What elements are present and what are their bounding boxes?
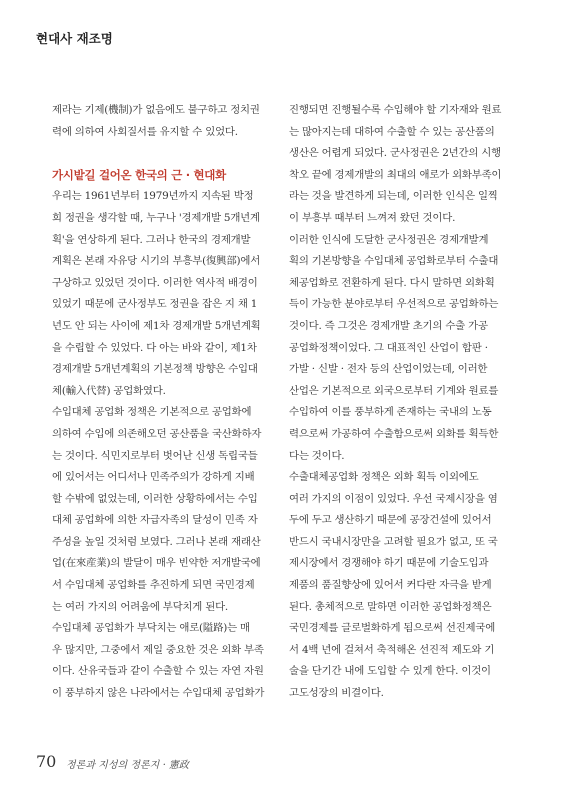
text-line: 체공업화로 전환하게 된다. 다시 말하면 외화획 [289, 276, 495, 289]
text-line: 된다. 총체적으로 말하면 이러한 공업화정책은 [289, 600, 492, 613]
text-line: 년도 안 되는 사이에 제1차 경제개발 5개년계획 [52, 319, 261, 332]
text-line: 을 수립할 수 있었다. 다 아는 바와 같이, 제1차 [52, 341, 257, 354]
text-line: 여러 가지의 이점이 있었다. 우선 국제시장을 염 [289, 492, 498, 505]
text-line: 이 부흥부 때부터 느껴져 왔던 것이다. [289, 211, 456, 224]
page-number: 70 [36, 752, 57, 771]
text-line: 서 4백 년에 걸쳐서 축적해온 선진적 제도와 기 [289, 643, 495, 656]
text-line: 대체 공업화에 의한 자급자족의 달성이 민족 자 [52, 514, 258, 527]
text-line: 획'을 연상하게 된다. 그러나 한국의 경제개발 [52, 233, 251, 246]
text-line: 진행되면 진행될수록 수입해야 할 기자재와 원료 [289, 104, 502, 116]
text-line: 우리는 1961년부터 1979년까지 지속된 박정 [52, 190, 254, 203]
text-line: 수입대체 공업화 정책은 기본적으로 공업화에 [52, 406, 252, 419]
magazine-title: 정론과 지성의 정론지 · 憲政 [66, 760, 189, 771]
text-line: 는 것이다. 식민지로부터 벗어난 신생 독립국들 [52, 449, 258, 462]
text-line: 착오 끝에 경제개발의 최대의 애로가 외화부족이 [289, 168, 502, 181]
text-line: 제품의 품질향상에 있어서 커다란 자극을 받게 [289, 579, 492, 592]
text-line: 두에 두고 생산하기 때문에 공장건설에 있어서 [289, 514, 492, 527]
text-line: 라는 것을 발견하게 되는데, 이러한 인식은 일찍 [289, 190, 498, 203]
text-line: 구상하고 있었던 것이다. 이러한 역사적 배경이 [52, 276, 258, 289]
text-line: 이 풍부하지 않은 나라에서는 수입대체 공업화가 [52, 687, 265, 700]
text-line: 고도성장의 비결이다. [289, 687, 384, 700]
section-header: 현대사 재조명 [36, 31, 113, 46]
text-line: 제시장에서 경쟁해야 하기 때문에 기술도입과 [289, 557, 489, 570]
text-line: 주성을 높일 것처럼 보였다. 그러나 본래 재래산 [52, 535, 261, 548]
right-column [289, 100, 531, 705]
text-line: 수입하여 이를 풍부하게 존재하는 국내의 노동 [289, 406, 492, 419]
text-line: 는 여러 가지의 어려움에 부닥치게 된다. [52, 600, 229, 613]
text-line: 제라는 기제(機制)가 없음에도 불구하고 정치권 [52, 104, 260, 116]
text-line: 국민경제를 글로벌화하게 됨으로써 선진제국에 [289, 622, 496, 635]
text-line: 획의 기본방향을 수입대체 공업화로부터 수출대 [289, 255, 499, 268]
text-line: 는 많아지는데 대하여 수출할 수 있는 공산품의 [289, 125, 495, 138]
text-line: 수출대체공업화 정책은 외화 획득 이외에도 [289, 471, 479, 484]
left-column [52, 100, 294, 705]
text-line [52, 143, 294, 165]
text-line: 공업화정책이었다. 그 대표적인 산업이 합판 · [289, 341, 488, 354]
text-line: 력으로써 가공하여 수출함으로써 외화를 획득한 [289, 427, 499, 440]
text-line: 술을 단기간 내에 도입할 수 있게 한다. 이것이 [289, 665, 491, 678]
text-line: 다는 것이다. [289, 449, 345, 462]
text-line: 업(在來産業)의 발달이 매우 빈약한 저개발국에 [52, 557, 261, 570]
text-line: 에 있어서는 어디서나 민족주의가 강하게 지배 [52, 471, 255, 484]
text-line: 가발 · 신발 · 전자 등의 산업이었는데, 이러한 [289, 363, 488, 376]
text-line: 서 수입대체 공업화를 추진하게 되면 국민경제 [52, 579, 255, 592]
text-line: 이러한 인식에 도달한 군사정권은 경제개발계 [289, 233, 489, 246]
text-line: 득이 가능한 분야로부터 우선적으로 공업화하는 [289, 298, 499, 311]
text-line: 력에 의하여 사회질서를 유지할 수 있었다. [52, 125, 238, 138]
section-heading: 가시밭길 걸어온 한국의 근 · 현대화 [52, 167, 226, 182]
text-line: 있었기 때문에 군사정부도 정권을 잡은 지 채 1 [52, 298, 258, 311]
text-line: 의하여 수입에 의존해오던 공산품을 국산화하자 [52, 427, 262, 440]
text-line: 체(輸入代替) 공업화였다. [52, 384, 166, 397]
text-line: 반드시 국내시장만을 고려할 필요가 없고, 또 국 [289, 535, 498, 548]
text-line: 산업은 기본적으로 외국으로부터 기계와 원료를 [289, 384, 499, 397]
text-line: 이다. 산유국들과 같이 수출할 수 있는 자연 자원 [52, 665, 264, 678]
text-line: 생산은 어렵게 되었다. 군사정권은 2년간의 시행 [289, 147, 501, 160]
text-line: 수입대체 공업화가 부닥치는 애로(隘路)는 매 [52, 622, 250, 635]
text-line: 것이다. 즉 그것은 경제개발 초기의 수출 가공 [289, 319, 488, 332]
text-line: 경제개발 5개년계획의 기본정책 방향은 수입대 [52, 363, 258, 376]
text-line: 계획은 본래 자유당 시기의 부흥부(復興部)에서 [52, 255, 261, 268]
text-line: 우 많지만, 그중에서 제일 중요한 것은 외화 부족 [52, 643, 264, 656]
text-line: 할 수밖에 없었는데, 이러한 상황하에서는 수입 [52, 492, 258, 505]
text-line: 희 정권을 생각할 때, 누구나 '경제개발 5개년계 [52, 211, 260, 224]
